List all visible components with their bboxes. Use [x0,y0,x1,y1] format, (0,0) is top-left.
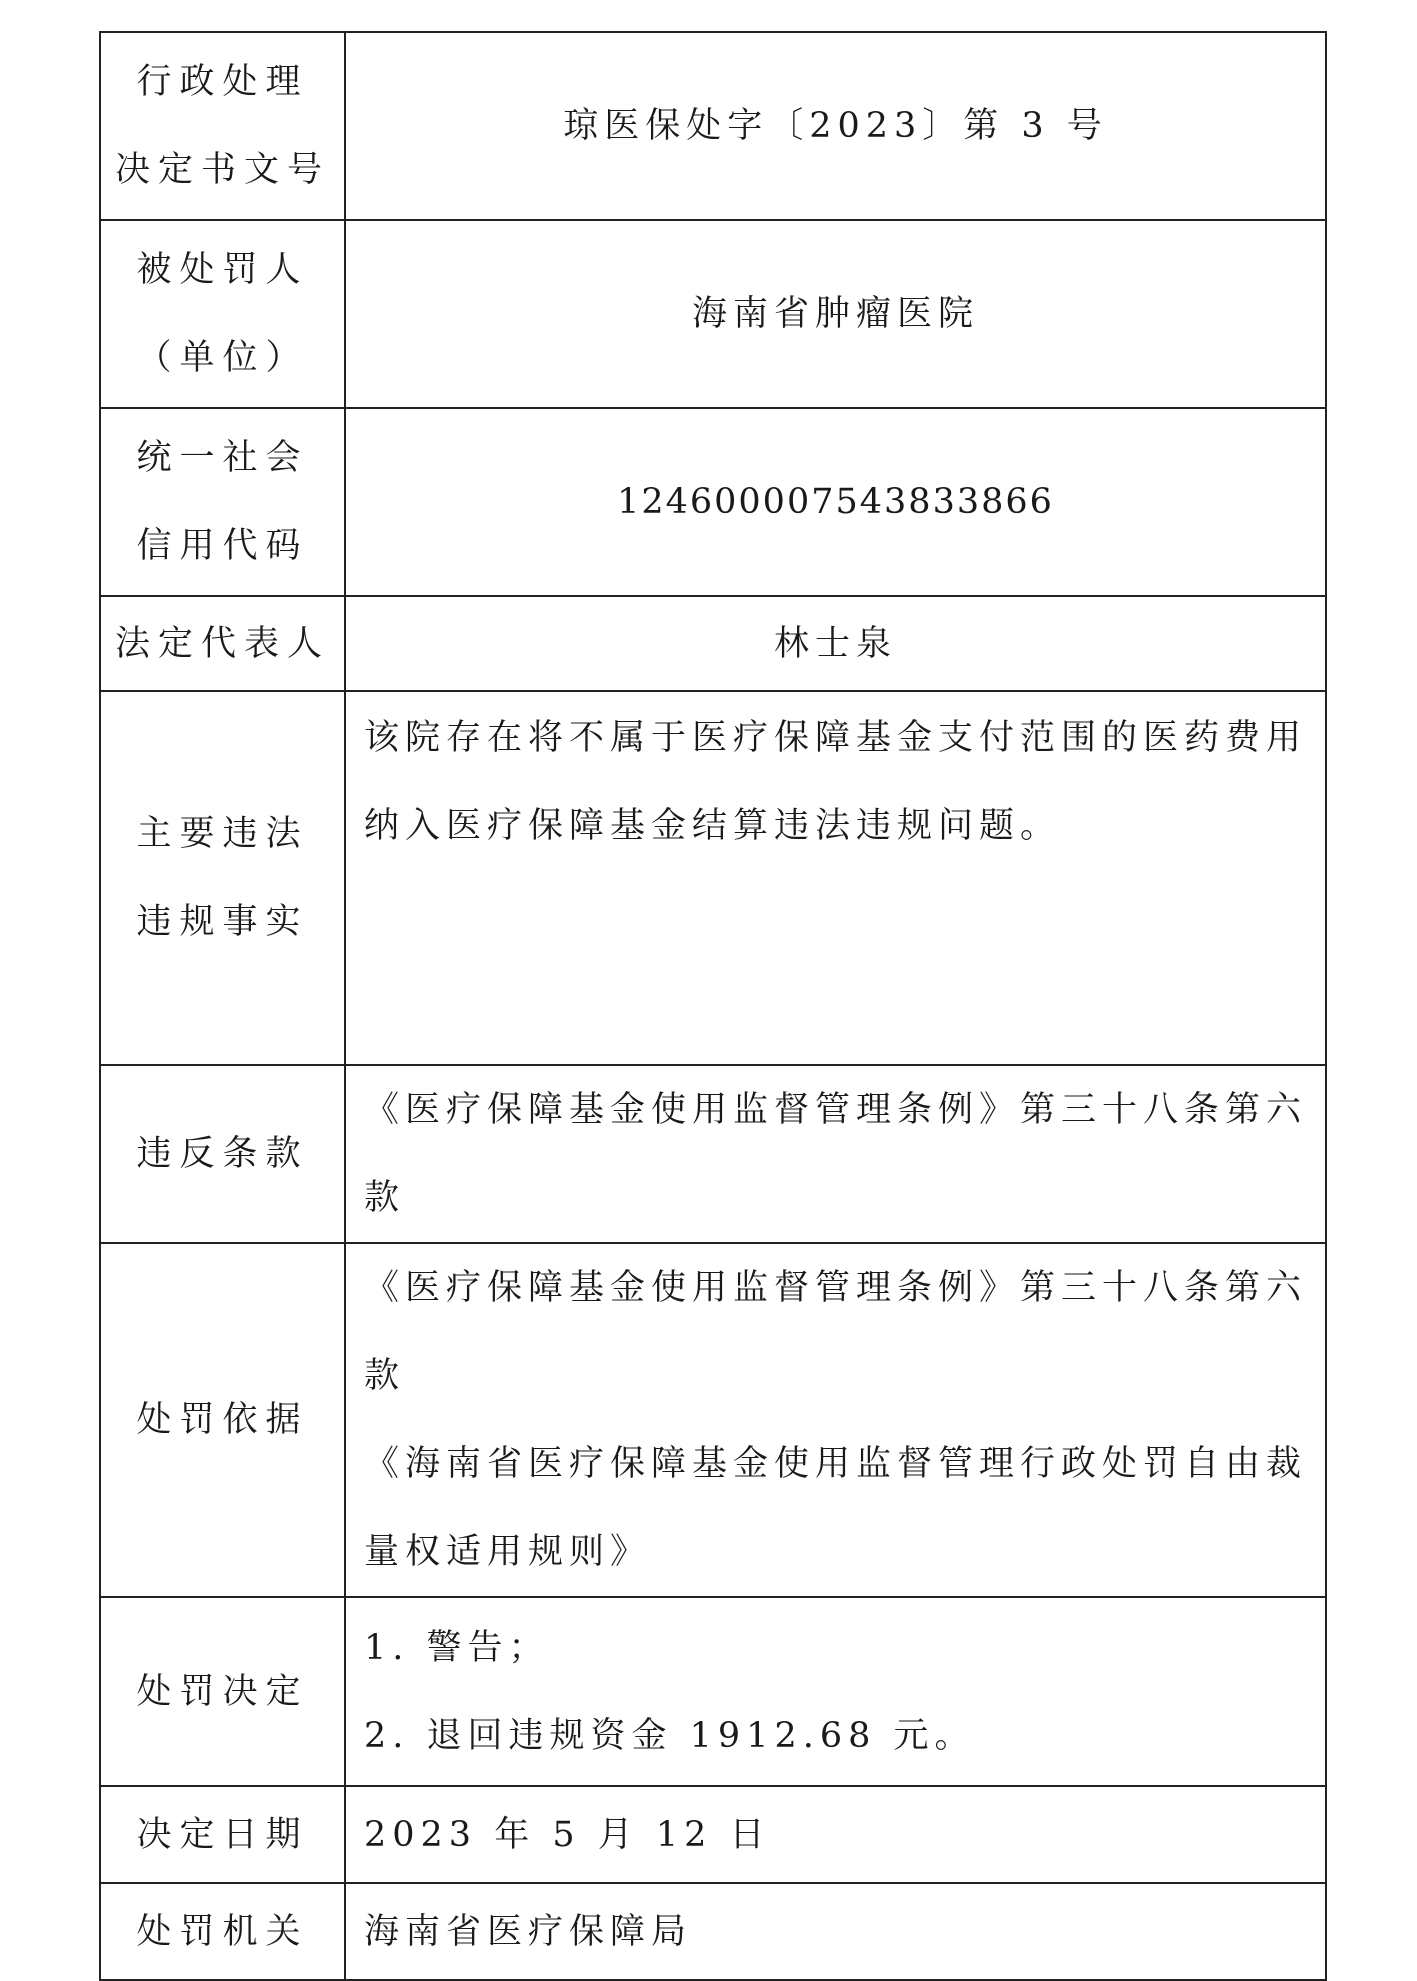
value-authority: 海南省医疗保障局 [345,1883,1326,1980]
row-doc-number [100,32,1326,220]
label-violation-facts [100,691,345,1065]
row-authority [100,1883,1326,1980]
value-violation-facts [345,691,1326,1065]
row-penalty-basis [100,1243,1326,1597]
label-credit-code [100,408,345,596]
label-line: （单位） [136,338,309,378]
label-penalty-basis: 处罚依据 [100,1243,345,1597]
label-penalty-decision: 处罚决定 [100,1597,345,1786]
text-line: 《海南省医疗保障基金使用监督管理行政处罚自由裁 [364,1444,1308,1484]
label-line: 被处罚人 [136,250,309,290]
text-line: 该院存在将不属于医疗保障基金支付范围的医药费用 [364,718,1308,758]
label-line: 行政处理 [136,62,309,102]
row-decision-date [100,1786,1326,1883]
row-violated-clause [100,1065,1326,1243]
value-penalty-decision [345,1597,1326,1786]
label-violated-clause: 违反条款 [100,1065,345,1243]
label-authority: 处罚机关 [100,1883,345,1980]
label-legal-rep: 法定代表人 [100,596,345,691]
label-penalized-party [100,220,345,408]
decision-item: 2. 退回违规资金 1912.68 元。 [364,1715,976,1756]
text-line: 量权适用规则》 [364,1532,652,1572]
value-legal-rep: 林士泉 [345,596,1326,691]
label-line: 决定书文号 [114,150,330,190]
value-violated-clause: 《医疗保障基金使用监督管理条例》第三十八条第六款 [345,1065,1326,1243]
penalty-disclosure-table [99,31,1327,1981]
label-line: 统一社会 [136,438,309,478]
decision-item: 1. 警告； [364,1627,550,1668]
value-credit-code: 12460000754383386​6 [345,408,1326,596]
text-line: 《医疗保障基金使用监督管理条例》第三十八条第六款 [364,1268,1308,1396]
value-doc-number: 琼医保处字〔2023〕第 3 号 [345,32,1326,220]
label-line: 主要违法 [136,814,309,854]
row-violation-facts [100,691,1326,1065]
text-line: 纳入医疗保障基金结算违法违规问题。 [364,806,1062,846]
row-penalty-decision [100,1597,1326,1786]
label-decision-date: 决定日期 [100,1786,345,1883]
label-line: 信用代码 [136,526,309,566]
row-penalized-party [100,220,1326,408]
value-decision-date: 2023 年 5 月 12 日 [345,1786,1326,1883]
label-doc-number [100,32,345,220]
label-line: 违规事实 [136,902,309,942]
row-credit-code [100,408,1326,596]
value-penalized-party: 海南省肿瘤医院 [345,220,1326,408]
value-penalty-basis [345,1243,1326,1597]
row-legal-rep [100,596,1326,691]
